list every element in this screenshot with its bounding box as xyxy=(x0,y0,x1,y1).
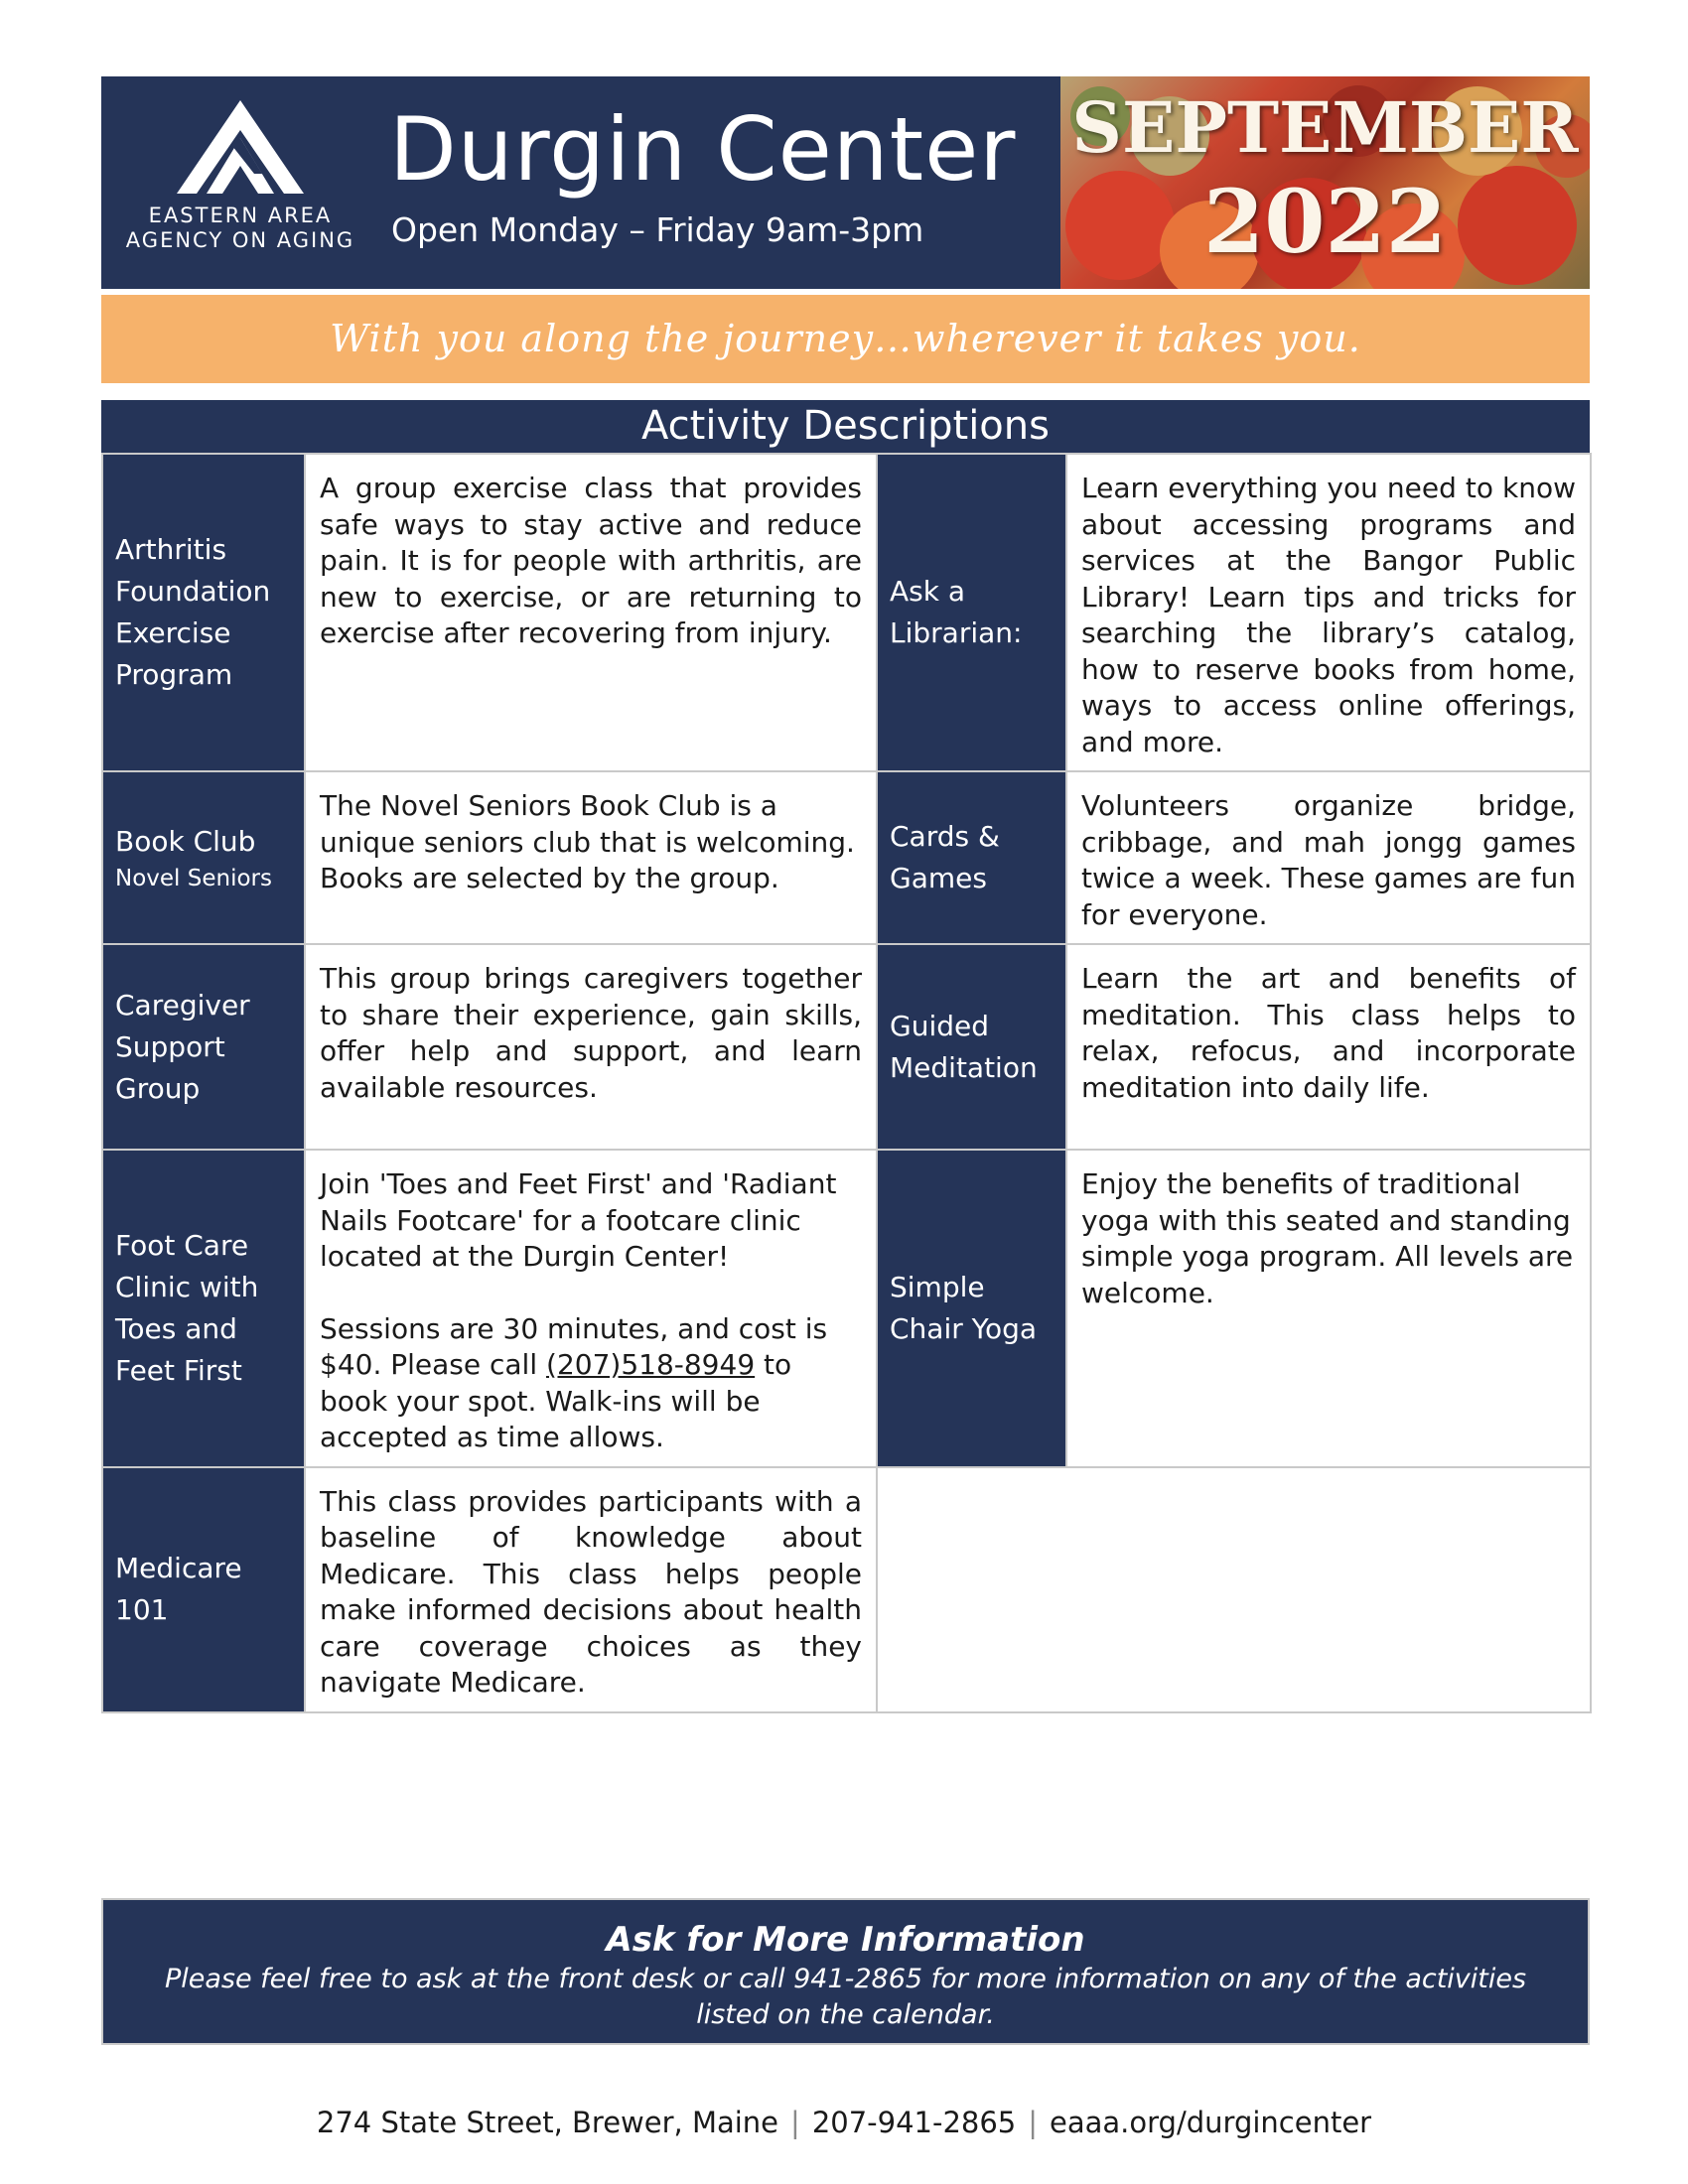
activity-name-librarian: Ask a Librarian: xyxy=(877,454,1066,771)
activity-name-meditation: Guided Meditation xyxy=(877,944,1066,1150)
empty-cell xyxy=(877,1467,1591,1712)
footcare-desc-details: Sessions are 30 minutes, and cost is $40. Please call xyxy=(320,1311,828,1381)
month-label: SEPTEMBER xyxy=(1071,86,1579,169)
activity-desc-librarian: Learn everything you need to know about accessing programs and services at the Bangor Public Library! Learn tips and tricks for searching the library’s catalog, how to reserve books from home, ways to access online offerings, and more. xyxy=(1066,454,1591,771)
more-info-body: Please feel free to ask at the front desk or call 941-2865 for more information on any of the activities listed on the calendar. xyxy=(164,1964,1527,2030)
more-info-box xyxy=(101,1898,1590,2045)
tagline: With you along the journey…wherever it takes you. xyxy=(101,295,1590,383)
table-row xyxy=(102,1467,1591,1712)
activity-descriptions-heading: Activity Descriptions xyxy=(101,400,1590,453)
footer-address: 274 State Street, Brewer, Maine xyxy=(316,2106,779,2139)
activity-name-bookclub-subtitle: Novel Seniors xyxy=(115,866,272,891)
month-banner xyxy=(1060,76,1590,289)
mountain-logo-icon xyxy=(171,94,310,204)
opening-hours: Open Monday – Friday 9am-3pm xyxy=(391,210,924,249)
logo-text-line2: AGENCY ON AGING xyxy=(125,228,355,252)
footer-separator: | xyxy=(790,2106,800,2139)
logo-text-line1: EASTERN AREA xyxy=(148,204,333,227)
footer-website[interactable]: eaaa.org/durgincenter xyxy=(1050,2106,1372,2139)
activity-name-bookclub-title: Book Club xyxy=(115,825,256,858)
paragraph-gap xyxy=(320,1276,862,1311)
footer-contact xyxy=(0,2103,1688,2142)
activity-desc-cards: Volunteers organize bridge, cribbage, and mah jongg games twice a week. These games are fun for everyone. xyxy=(1066,771,1591,944)
activity-desc-yoga: Enjoy the benefits of traditional yoga with this seated and standing simple yoga program. All levels are welcome. xyxy=(1066,1150,1591,1467)
table-row xyxy=(102,454,1591,771)
header-banner xyxy=(101,76,1590,289)
table-row xyxy=(102,1150,1591,1467)
page-title: Durgin Center xyxy=(389,98,1017,201)
activity-name-medicare: Medicare 101 xyxy=(102,1467,305,1712)
footer-phone: 207-941-2865 xyxy=(811,2106,1017,2139)
activity-desc-medicare: This class provides participants with a baseline of knowledge about Medicare. This class helps people make informed decisions about health care coverage choices as they navigate Medicare. xyxy=(305,1467,877,1712)
activity-desc-meditation: Learn the art and benefits of meditation. This class helps to relax, refocus, and incorporate meditation into daily life. xyxy=(1066,944,1591,1150)
table-row xyxy=(102,771,1591,944)
footcare-phone-link[interactable]: (207)518-8949 xyxy=(546,1348,756,1381)
activity-table xyxy=(101,453,1592,1713)
footer-separator: | xyxy=(1028,2106,1039,2139)
table-row xyxy=(102,944,1591,1150)
activity-name-caregiver: Caregiver Support Group xyxy=(102,944,305,1150)
agency-logo xyxy=(121,94,359,283)
activity-name-arthritis: Arthritis Foundation Exercise Program xyxy=(102,454,305,771)
footcare-desc-intro: Join 'Toes and Feet First' and 'Radiant Nails Footcare' for a footcare clinic located at the Durgin Center! xyxy=(320,1167,837,1273)
activity-desc-arthritis: A group exercise class that provides safe ways to stay active and reduce pain. It is for people with arthritis, are new to exercise, or are returning to exercise after recovering from injury. xyxy=(305,454,877,771)
more-info-title: Ask for More Information xyxy=(606,1920,1085,1960)
activity-name-yoga: Simple Chair Yoga xyxy=(877,1150,1066,1467)
activity-desc-caregiver: This group brings caregivers together to share their experience, gain skills, offer help and support, and learn available resources. xyxy=(305,944,877,1150)
year-label: 2022 xyxy=(1203,170,1447,273)
activity-desc-bookclub: The Novel Seniors Book Club is a unique seniors club that is welcoming. Books are selected by the group. xyxy=(305,771,877,944)
activity-desc-footcare xyxy=(305,1150,877,1467)
activity-name-bookclub xyxy=(102,771,305,944)
footcare-desc-walkins: to book your spot. Walk-ins will be accepted as time allows. xyxy=(320,1348,792,1453)
activity-name-footcare: Foot Care Clinic with Toes and Feet First xyxy=(102,1150,305,1467)
activity-name-cards: Cards & Games xyxy=(877,771,1066,944)
